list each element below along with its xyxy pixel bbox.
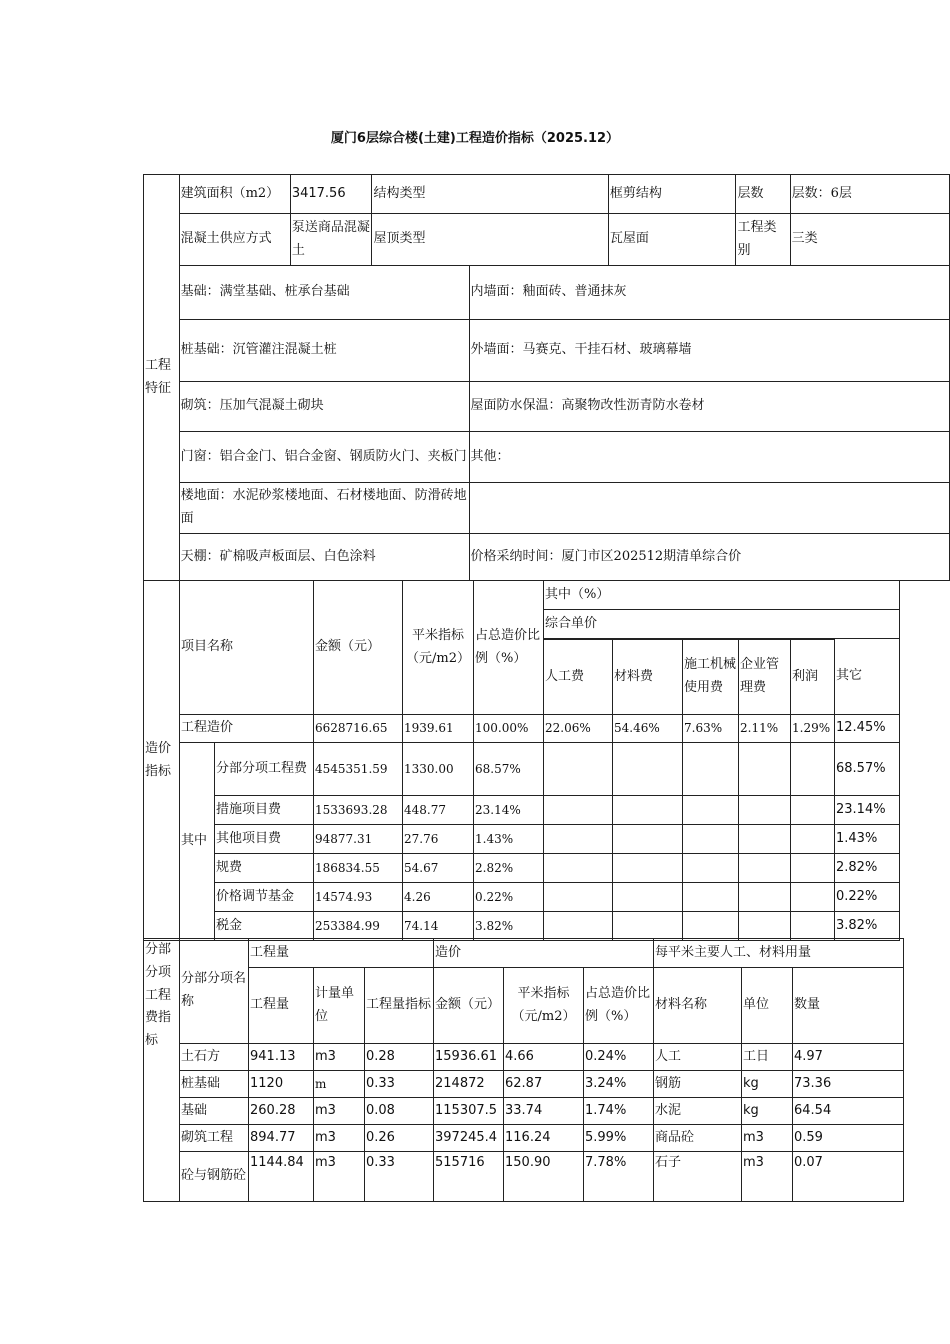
header-name: 分部分项名称 [180,939,249,1044]
feature-left: 楼地面：水泥砂浆楼地面、石材楼地面、防滑砖地面 [179,483,469,534]
subitem-qty-index: 0.33 [365,1071,434,1098]
cost-row-other: 0.22% [835,883,900,912]
subitem-qty-index: 0.26 [365,1125,434,1152]
cost-row-amount: 4545351.59 [314,743,403,796]
cost-row-other: 2.82% [835,854,900,883]
subitem-name: 基础 [180,1098,249,1125]
feature-right: 屋面防水保温：高聚物改性沥青防水卷材 [469,382,949,432]
header-qty-group: 工程量 [249,939,434,968]
cost-row-other: 1.43% [835,825,900,854]
total-ratio: 100.00% [474,715,544,743]
cost-row-ratio: 1.43% [474,825,544,854]
material-qty: 0.59 [793,1125,904,1152]
material-unit: kg [742,1071,793,1098]
material-unit: m3 [742,1125,793,1152]
subitem-qty: 941.13 [249,1044,314,1071]
feature-right: 内墙面：釉面砖、普通抹灰 [469,266,949,320]
cost-row-per-m2: 448.77 [403,796,474,825]
project-features-table [143,174,950,581]
cost-row-per-m2: 4.26 [403,883,474,912]
subitem-qty: 894.77 [249,1125,314,1152]
cost-row-ratio: 3.82% [474,912,544,941]
material-unit: m3 [742,1152,793,1202]
subitem-name: 土石方 [180,1044,249,1071]
cost-section-label: 造价指标 [144,581,180,941]
cost-row-ratio: 2.82% [474,854,544,883]
header-material: 材料费 [613,640,683,715]
feature-left: 基础：满堂基础、桩承台基础 [179,266,469,320]
feature-right: 外墙面：马赛克、干挂石材、玻璃幕墙 [469,320,949,382]
subitem-qty-index: 0.33 [365,1152,434,1202]
subitem-per-m2: 62.87 [504,1071,584,1098]
cost-row-other: 23.14% [835,796,900,825]
header-of-which: 其中（%） [544,581,900,610]
subitem-name: 桩基础 [180,1071,249,1098]
material-name: 钢筋 [654,1071,742,1098]
total-mgmt: 2.11% [739,715,791,743]
subitem-index-table [143,938,904,1202]
cost-row-other: 3.82% [835,912,900,941]
feature-left: 天棚：矿棉吸声板面层、白色涂料 [179,534,469,581]
feature-value: 三类 [790,214,949,266]
material-qty: 64.54 [793,1098,904,1125]
header-mat-qty: 数量 [793,968,904,1044]
header-mat-name: 材料名称 [654,968,742,1044]
cost-index-table [143,580,900,941]
header-cost-group: 造价 [434,939,654,968]
material-unit: kg [742,1098,793,1125]
header-per-m2: 平米指标（元/m2） [403,581,474,715]
material-name: 水泥 [654,1098,742,1125]
material-unit: 工日 [742,1044,793,1071]
header-amount: 金额（元） [434,968,504,1044]
material-qty: 4.97 [793,1044,904,1071]
material-qty: 73.36 [793,1071,904,1098]
cost-row-per-m2: 74.14 [403,912,474,941]
subitem-ratio: 0.24% [584,1044,654,1071]
cost-row-amount: 253384.99 [314,912,403,941]
subitem-name: 砌筑工程 [180,1125,249,1152]
sub-label: 其中 [180,743,215,941]
cost-row-name: 其他项目费 [215,825,314,854]
material-name: 石子 [654,1152,742,1202]
cost-row-name: 分部分项工程费 [215,743,314,796]
total-machine: 7.63% [683,715,739,743]
header-unit: 计量单位 [314,968,365,1044]
subitem-qty: 1120 [249,1071,314,1098]
feature-label: 屋顶类型 [372,214,608,266]
cost-row-ratio: 23.14% [474,796,544,825]
subitem-qty-index: 0.28 [365,1044,434,1071]
feature-value: 3417.56 [290,175,372,214]
total-other: 12.45% [835,715,900,743]
cost-row-ratio: 0.22% [474,883,544,912]
feature-label: 结构类型 [372,175,608,214]
feature-value: 瓦屋面 [608,214,736,266]
subitem-amount: 515716 [434,1152,504,1202]
material-name: 人工 [654,1044,742,1071]
header-profit: 利润 [791,640,835,715]
feature-label: 混凝土供应方式 [179,214,290,266]
cost-row-name: 价格调节基金 [215,883,314,912]
header-comprehensive: 综合单价 [544,610,900,639]
cost-row-amount: 1533693.28 [314,796,403,825]
subitem-qty-index: 0.08 [365,1098,434,1125]
material-qty: 0.07 [793,1152,904,1202]
header-qty-index: 工程量指标 [365,968,434,1044]
header-other: 其它 [835,639,900,715]
subitem-unit: m3 [314,1098,365,1125]
total-profit: 1.29% [791,715,835,743]
feature-left: 桩基础：沉管灌注混凝土桩 [179,320,469,382]
feature-label: 建筑面积（m2） [179,175,290,214]
feature-left: 门窗：铝合金门、铝合金窗、钢质防火门、夹板门 [179,432,469,483]
feature-right: 其他： [469,432,949,483]
cost-row-amount: 94877.31 [314,825,403,854]
material-name: 商品砼 [654,1125,742,1152]
subitem-qty: 1144.84 [249,1152,314,1202]
cost-row-per-m2: 27.76 [403,825,474,854]
subitem-per-m2: 116.24 [504,1125,584,1152]
feature-value: 框剪结构 [608,175,736,214]
cost-row-name: 规费 [215,854,314,883]
subitem-ratio: 1.74% [584,1098,654,1125]
subitem-unit: m3 [314,1044,365,1071]
document-title: 厦门6层综合楼(土建)工程造价指标（2025.12） [330,131,620,146]
header-ratio: 占总造价比例（%） [584,968,654,1044]
subitem-name: 砼与钢筋砼 [180,1152,249,1202]
feature-left: 砌筑：压加气混凝土砌块 [179,382,469,432]
subitem-unit: m3 [314,1152,365,1202]
subitem-section-label: 分部分项工程费指标 [144,939,180,1202]
cost-row-amount: 14574.93 [314,883,403,912]
feature-value: 层数：6层 [790,175,949,214]
subitem-amount: 397245.4 [434,1125,504,1152]
total-label: 工程造价 [180,715,314,743]
feature-right: 价格采纳时间：厦门市区202512期清单综合价 [469,534,949,581]
cost-row-name: 措施项目费 [215,796,314,825]
cost-row-other: 68.57% [835,743,900,796]
subitem-amount: 15936.61 [434,1044,504,1071]
feature-label: 工程类别 [736,214,790,266]
header-amount: 金额（元） [314,581,403,715]
feature-value: 泵送商品混凝土 [290,214,372,266]
header-labor: 人工费 [544,640,613,715]
subitem-unit: m3 [314,1125,365,1152]
total-per-m2: 1939.61 [403,715,474,743]
subitem-per-m2: 150.90 [504,1152,584,1202]
subitem-ratio: 7.78% [584,1152,654,1202]
header-per-m2: 平米指标（元/m2） [504,968,584,1044]
header-item: 项目名称 [180,581,314,715]
subitem-ratio: 3.24% [584,1071,654,1098]
header-mat-unit: 单位 [742,968,793,1044]
subitem-qty: 260.28 [249,1098,314,1125]
cost-row-name: 税金 [215,912,314,941]
subitem-unit: m [314,1071,365,1098]
subitem-ratio: 5.99% [584,1125,654,1152]
subitem-amount: 214872 [434,1071,504,1098]
header-machine: 施工机械使用费 [683,640,739,715]
total-amount: 6628716.65 [314,715,403,743]
total-material: 54.46% [613,715,683,743]
header-mgmt: 企业管理费 [739,640,791,715]
cost-row-ratio: 68.57% [474,743,544,796]
total-labor: 22.06% [544,715,613,743]
cost-row-per-m2: 54.67 [403,854,474,883]
subitem-per-m2: 33.74 [504,1098,584,1125]
header-ratio: 占总造价比例（%） [474,581,544,715]
cost-row-per-m2: 1330.00 [403,743,474,796]
header-material-group: 每平米主要人工、材料用量 [654,939,904,968]
subitem-amount: 115307.5 [434,1098,504,1125]
feature-right [469,483,949,534]
features-section-label: 工程特征 [144,175,180,581]
subitem-per-m2: 4.66 [504,1044,584,1071]
header-qty: 工程量 [249,968,314,1044]
feature-label: 层数 [736,175,790,214]
cost-row-amount: 186834.55 [314,854,403,883]
